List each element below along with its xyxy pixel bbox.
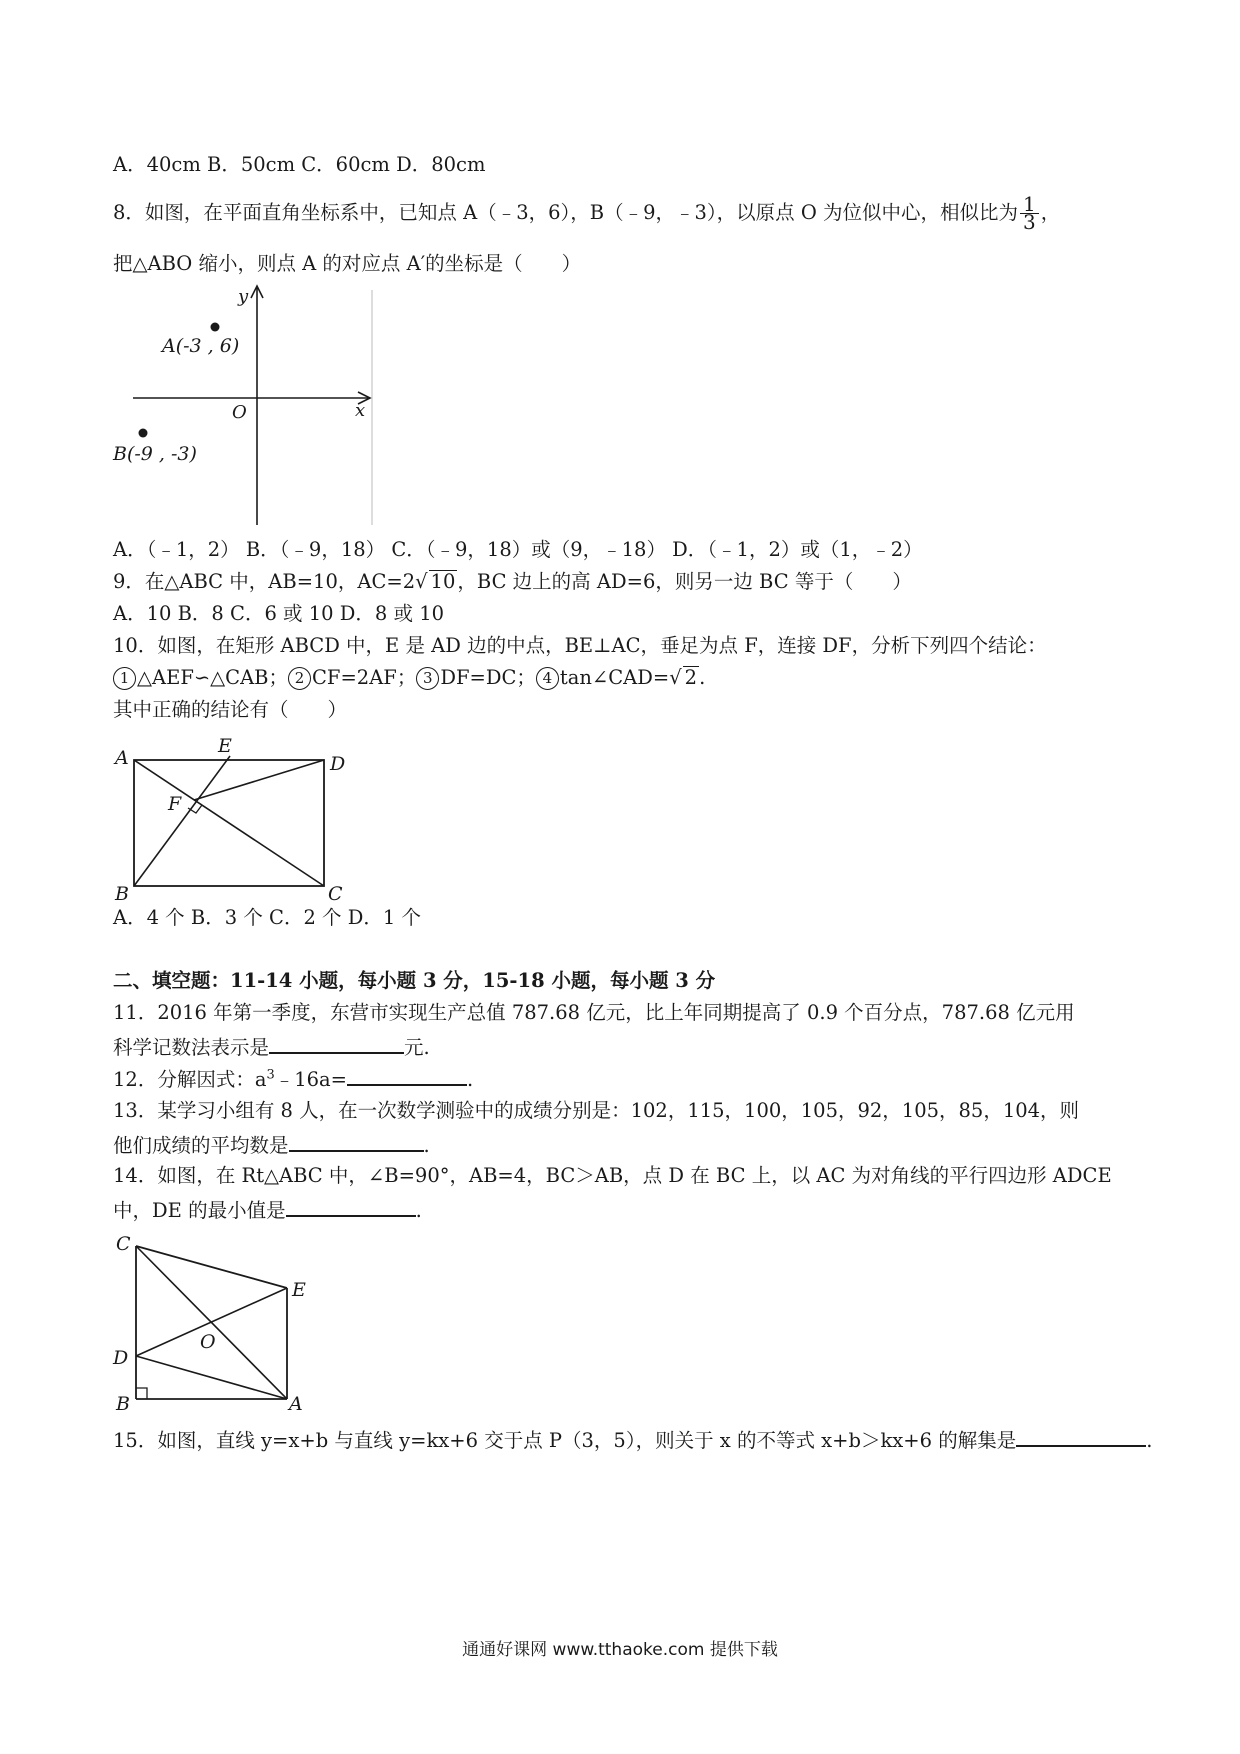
q15-pre: 15．如图，直线 y=x+b 与直线 y=kx+6 交于点 P（3，5），则关于 x 的不等式 x+b＞kx+6 的解集是 [113, 1429, 1017, 1452]
q12-exponent: 3 [266, 1067, 275, 1083]
q10-conclusion-3: DF=DC； [440, 666, 536, 689]
q10-circle-2: 2 [288, 667, 311, 690]
q11-line2-pre: 科学记数法表示是 [113, 1036, 270, 1059]
q14-line2-pre: 中，DE 的最小值是 [113, 1199, 286, 1222]
q10-stem: 10．如图，在矩形 ABCD 中，E 是 AD 边的中点，BE⊥AC，垂足为点 F，连接 DF，分析下列四个结论： [113, 634, 1047, 657]
q14-label-o: O [200, 1331, 216, 1353]
q10-conclusion-1: △AEF∽△CAB； [137, 666, 289, 689]
q14-tail: . [415, 1199, 422, 1222]
section2-heading: 二、填空题：11-14 小题，每小题 3 分，15-18 小题，每小题 3 分 [113, 969, 716, 992]
q13-line2-pre: 他们成绩的平均数是 [113, 1134, 289, 1157]
q8-label-a: A(-3 , 6) [162, 335, 240, 357]
q10-options: A．4 个 B．3 个 C．2 个 D．1 个 [113, 906, 421, 929]
q13-tail: . [423, 1134, 430, 1157]
q8-frac-num: 1 [1020, 196, 1039, 214]
q8-frac-den: 3 [1023, 210, 1036, 234]
q15-answer-blank [1016, 1425, 1146, 1447]
q14-label-c: C [116, 1233, 131, 1255]
q10-circle-3: 3 [416, 667, 439, 690]
q11-line2-post: 元. [404, 1036, 430, 1059]
q14-segment-da [136, 1356, 287, 1399]
q8-label-y: y [238, 286, 249, 307]
q8-stem-text: 8．如图，在平面直角坐标系中，已知点 A（﹣3，6），B（﹣9，﹣3），以原点 O 为位似中心，相似比为 [113, 201, 1019, 224]
q9-sqrt-value: 10 [430, 570, 456, 593]
q8-label-b: B(-9 , -3) [113, 443, 197, 465]
q8-stem-line2: 把△ABO 缩小，则点 A 的对应点 A′的坐标是（ ） [113, 252, 582, 275]
q10-conclusion-tail: . [699, 666, 706, 689]
q10-label-d: D [330, 753, 346, 775]
q10-label-e: E [218, 735, 232, 757]
q14-line1: 14．如图，在 Rt△ABC 中，∠B=90°，AB=4，BC＞AB，点 D 在 BC 上，以 AC 为对角线的平行四边形 ADCE [113, 1164, 1112, 1187]
q8-stem-tail: ， [1040, 201, 1061, 224]
q10-label-a: A [115, 747, 129, 769]
q15-tail: . [1146, 1429, 1153, 1452]
q12-tail: . [467, 1068, 474, 1091]
q10-label-f: F [168, 793, 182, 815]
q10-circle-4: 4 [536, 667, 559, 690]
q14-right-angle-mark [136, 1388, 147, 1399]
q7-options: A．40cm B．50cm C．60cm D．80cm [113, 153, 486, 176]
q10-conclusions: 1 △AEF∽△CAB； 2 CF=2AF； 3 DF=DC； 4 tan∠CAD=√ 2 . [113, 665, 705, 691]
q13-line1: 13．某学习小组有 8 人，在一次数学测验中的成绩分别是：102，115，100，105，92，105，85，104，则 [113, 1099, 1080, 1122]
q9-options: A．10 B．8 C．6 或 10 D．8 或 10 [113, 602, 445, 625]
page-footer: 通通好课网 www.tthaoke.com 提供下载 [462, 1640, 778, 1660]
q10-prompt: 其中正确的结论有（ ） [113, 698, 348, 721]
q10-conclusion-2: CF=2AF； [312, 666, 417, 689]
q14-label-d: D [113, 1347, 129, 1369]
q8-options: A．（﹣1，2） B．（﹣9，18） C．（﹣9，18）或（9，﹣18） D．（﹣1，2）或（1，﹣2） [113, 538, 923, 561]
q9-stem-post: ，BC 边上的高 AD=6，则另一边 BC 等于（ ） [457, 570, 912, 593]
q14-label-a: A [289, 1393, 303, 1415]
q12-pre: 12．分解因式：a [113, 1068, 267, 1091]
q12-post: ﹣16a= [274, 1068, 348, 1091]
q10-conclusion-4: tan∠CAD= [559, 666, 670, 689]
q15-line [113, 1425, 1152, 1454]
q14-label-b: B [116, 1393, 130, 1415]
q10-label-b: B [115, 883, 129, 905]
q10-circle-1: 1 [113, 667, 136, 690]
q10-label-c: C [328, 883, 343, 905]
q14-segment-ce [136, 1246, 287, 1288]
q9-stem-pre: 9．在△ABC 中，AB=10，AC=2 [113, 570, 416, 593]
q9-stem: 9．在△ABC 中，AB=10，AC=2√ 10 ，BC 边上的高 AD=6，则另一边 BC 等于（ ） [113, 570, 912, 593]
q11-line1: 11．2016 年第一季度，东营市实现生产总值 787.68 亿元，比上年同期提高了 0.9 个百分点，787.68 亿元用 [113, 1001, 1075, 1024]
q14-label-e: E [292, 1279, 306, 1301]
q8-label-x: x [355, 400, 366, 421]
q8-label-o: O [232, 402, 247, 423]
q10-sqrt-value: 2 [684, 666, 698, 689]
